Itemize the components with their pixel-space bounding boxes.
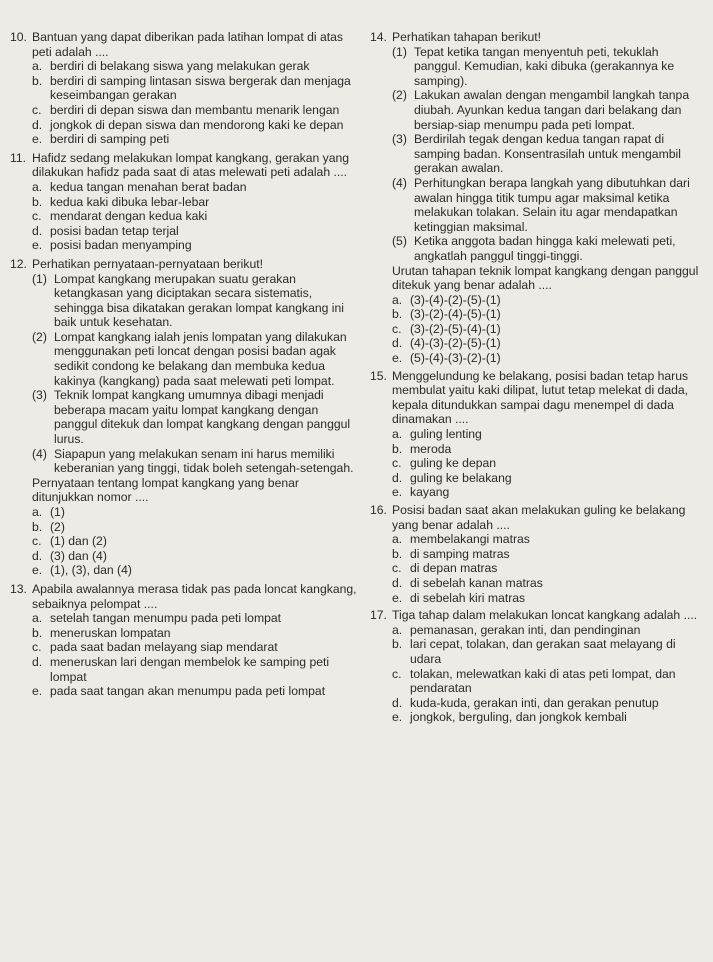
option-letter: e. [392,710,403,725]
step-item [392,176,706,234]
answer-option [392,532,706,547]
step-text: Berdirilah tegak dengan kedua tangan rapat di samping badan. Konsentrasilah untuk mengambil gerakan awalan. [414,132,681,176]
question-header [370,608,706,623]
step-text: Perhitungkan berapa langkah yang dibutuhkan dari awalan hingga titik tumpu agar maksimal ketika melakukan tolakan. Selain itu agar mendapatkan ketinggian maksimal. [414,175,690,234]
answer-options [10,59,358,147]
statement-number: (3) [32,388,47,403]
option-letter: b. [392,637,403,652]
question [370,608,706,725]
answer-option [392,427,706,442]
option-letter: a. [32,505,43,519]
option-text: (1), (3), dan (4) [50,563,132,578]
option-text: (3)-(4)-(2)-(5)-(1) [410,292,501,307]
answer-option [32,640,358,655]
question [370,30,706,366]
question-number: 11. [10,150,27,165]
answer-option [32,655,358,684]
question-header [370,503,706,532]
option-letter: e. [392,590,403,605]
answer-options [370,293,706,366]
question-header [10,30,358,59]
option-letter: c. [392,456,402,471]
question-text: Perhatikan pernyataan-pernyataan berikut! [32,256,264,271]
answer-option [392,547,706,562]
option-letter: a. [32,611,43,626]
option-letter: e. [32,238,43,253]
answer-option [392,442,706,457]
answer-option [392,293,706,308]
step-text: Lakukan awalan dengan mengambil langkah tanpa diubah. Ayunkan kedua tangan dari belakang dan bersiap-siap menumpu pada peti lompat. [414,88,690,132]
option-text: pemanasan, gerakan inti, dan pendinginan [410,622,641,637]
statement-text: Lompat kangkang merupakan suatu gerakan ketangkasan yang diciptakan secara sistematis, sehingga bisa dikatakan gerakan lompat kangkang ini baik untuk kesehatan. [54,271,344,330]
option-letter: d. [32,117,43,132]
question-text: Posisi badan saat akan melakukan guling ke belakang yang benar adalah .... [392,503,686,532]
answer-option [392,637,706,666]
right-column [370,30,706,728]
question-prompt: Urutan tahapan teknik lompat kangkang dengan panggul ditekuk yang benar adalah .... [392,263,699,293]
question-header [370,369,706,427]
question [10,30,358,147]
answer-option [392,471,706,486]
option-text: (4)-(3)-(2)-(5)-(1) [410,336,501,351]
question-text: Perhatikan tahapan berikut! [392,30,542,44]
option-text: setelah tangan menumpu pada peti lompat [50,611,282,626]
statement-number: (4) [32,446,47,461]
answer-option [32,74,358,103]
answer-option [392,696,706,711]
option-letter: a. [392,532,403,547]
answer-option [32,103,358,118]
answer-option [32,238,358,253]
option-text: jongkok, berguling, dan jongkok kembali [410,710,627,725]
option-text: (1) [50,505,65,519]
question-header [10,582,358,611]
option-letter: a. [32,59,43,74]
step-item [392,45,706,89]
statement-text: Teknik lompat kangkang umumnya dibagi menjadi beberapa macam yaitu lompat kangkang dengan panggul ditekuk dan lompat kangkang dengan panggul lurus. [54,388,351,447]
option-text: guling ke belakang [410,470,512,485]
option-letter: e. [32,684,43,699]
answer-options [370,623,706,725]
answer-option [32,534,358,549]
option-text: (2) [50,519,65,534]
option-letter: b. [32,625,43,640]
left-column [10,30,358,703]
option-text: posisi badan tetap terjal [50,223,179,238]
option-text: lari cepat, tolakan, dan gerakan saat melayang di udara [410,637,676,666]
option-letter: c. [392,561,402,576]
option-letter: b. [392,307,403,322]
step-number: (4) [392,175,407,190]
answer-option [392,623,706,638]
option-text: tolakan, melewatkan kaki di atas peti lompat, dan pendaratan [410,666,676,696]
option-letter: b. [32,519,43,534]
statement [32,330,358,388]
option-text: kedua kaki dibuka lebar-lebar [50,194,210,209]
answer-option [32,684,358,699]
option-letter: c. [392,666,402,681]
answer-option [392,485,706,500]
option-letter: e. [32,563,43,578]
answer-option [392,667,706,696]
option-text: (3)-(2)-(5)-(4)-(1) [410,321,501,336]
option-text: mendarat dengan kedua kaki [50,209,208,224]
answer-option [32,520,358,535]
option-letter: b. [392,441,403,456]
question-number: 16. [370,503,387,517]
question [10,582,358,699]
question-header [370,30,706,45]
option-letter: c. [32,209,42,224]
option-text: berdiri di samping peti [50,132,170,147]
option-text: berdiri di samping lintasan siswa bergerak dan menjaga keseimbangan gerakan [50,73,351,103]
answer-option [32,59,358,74]
statement-list [10,272,358,476]
step-number: (1) [392,44,407,59]
answer-option [32,505,358,520]
question [10,257,358,578]
option-letter: d. [32,654,43,669]
option-letter: d. [392,470,403,485]
option-letter: d. [32,223,43,238]
answer-option [32,180,358,195]
step-number: (5) [392,234,407,249]
step-item [392,234,706,263]
statement-text: Lompat kangkang ialah jenis lompatan yang dilakukan menggunakan peti loncat dengan posisi badan agak sedikit condong ke belakang dan membuka kedua kakinya (kangkang) pada saat melewati peti lompat. [54,329,347,388]
question-text: Apabila awalannya merasa tidak pas pada loncat kangkang, sebaiknya pelompat .... [32,581,357,611]
step-item [392,88,706,132]
option-text: (3) dan (4) [50,548,107,563]
answer-option [32,132,358,147]
question-text: Hafidz sedang melakukan lompat kangkang, gerakan yang dilakukan hafidz pada saat di atas melewati peti adalah .... [32,150,350,180]
answer-option [392,456,706,471]
answer-option [32,626,358,641]
answer-option [32,563,358,578]
option-letter: b. [392,546,403,561]
option-letter: c. [32,534,42,549]
step-list [370,45,706,264]
option-letter: d. [392,695,403,710]
option-text: di samping matras [410,546,510,561]
option-letter: e. [392,485,403,500]
question [10,151,358,253]
question-number: 14. [370,30,387,44]
option-text: (3)-(2)-(4)-(5)-(1) [410,307,501,322]
option-letter: c. [392,321,402,336]
answer-options [10,611,358,699]
step-item [392,132,706,176]
answer-options [10,180,358,253]
option-text: membelakangi matras [410,532,530,547]
option-text: kedua tangan menahan berat badan [50,179,247,194]
statement [32,388,358,446]
option-text: di sebelah kanan matras [410,575,543,590]
option-text: kayang [410,485,450,500]
answer-option [32,209,358,224]
step-number: (2) [392,88,407,103]
answer-option [32,611,358,626]
question-prompt: Pernyataan tentang lompat kangkang yang benar ditunjukkan nomor .... [32,475,299,505]
answer-option [32,195,358,210]
question-number: 15. [370,368,387,383]
option-letter: d. [392,336,403,351]
question-header [10,151,358,180]
option-letter: e. [392,351,403,366]
question-text: Menggelundung ke belakang, posisi badan tetap harus membulat yaitu kaki dilipat, lutut tetap melekat di dada, kepala ditundukkan sampai dagu menempel di dada dinamakan .... [392,368,689,427]
option-letter: a. [392,292,403,307]
answer-option [32,549,358,564]
answer-options [370,532,706,605]
option-letter: c. [32,102,42,117]
question-text: Tiga tahap dalam melakukan loncat kangkang adalah .... [392,608,698,623]
answer-options [370,427,706,500]
statement-number: (1) [32,271,47,286]
option-text: berdiri di belakang siswa yang melakukan gerak [50,59,310,74]
option-letter: b. [32,73,43,88]
step-number: (3) [392,132,407,147]
statement-text: Siapapun yang melakukan senam ini harus memiliki keberanian yang tinggi, tidak boleh setengah-setengah. [54,446,354,476]
answer-option [392,336,706,351]
question [370,369,706,500]
option-text: di sebelah kiri matras [410,590,526,605]
question-number: 13. [10,581,27,596]
option-letter: a. [32,179,43,194]
option-text: pada saat tangan akan menumpu pada peti lompat [50,684,326,699]
answer-option [392,307,706,322]
answer-option [32,224,358,239]
option-text: berdiri di depan siswa dan membantu menarik lengan [50,102,340,117]
answer-option [392,576,706,591]
answer-option [392,322,706,337]
answer-option [392,561,706,576]
statement [32,447,358,476]
option-text: jongkok di depan siswa dan mendorong kaki ke depan [50,117,344,132]
answer-options [10,505,358,578]
option-text: guling lenting [410,427,482,442]
option-text: pada saat badan melayang siap mendarat [50,640,278,655]
answer-option [392,591,706,606]
question-number: 12. [10,256,27,271]
option-text: meneruskan lari dengan membelok ke samping peti lompat [50,654,330,684]
statement [32,272,358,330]
option-text: meroda [410,441,452,456]
option-text: meneruskan lompatan [50,625,171,640]
step-text: Tepat ketika tangan menyentuh peti, tekuklah panggul. Kemudian, kaki dibuka (gerakannya ke samping). [414,44,675,88]
question-number: 10. [10,30,27,44]
answer-option [392,351,706,366]
question-number: 17. [370,608,387,623]
option-letter: d. [32,548,43,563]
option-letter: a. [392,427,403,442]
option-letter: e. [32,132,43,147]
option-text: di depan matras [410,561,498,576]
option-letter: c. [32,640,42,655]
option-letter: d. [392,575,403,590]
option-text: posisi badan menyamping [50,238,192,253]
option-text: (5)-(4)-(3)-(2)-(1) [410,351,501,366]
option-text: guling ke depan [410,456,497,471]
option-text: kuda-kuda, gerakan inti, dan gerakan penutup [410,695,659,710]
answer-option [392,710,706,725]
question-text: Bantuan yang dapat diberikan pada latihan lompat di atas peti adalah .... [32,30,344,59]
option-text: (1) dan (2) [50,534,107,549]
answer-option [32,118,358,133]
question-header [10,257,358,272]
question [370,503,706,605]
option-letter: b. [32,194,43,209]
option-letter: a. [392,622,403,637]
statement-number: (2) [32,329,47,344]
step-text: Ketika anggota badan hingga kaki melewati peti, angkatlah panggul tinggi-tinggi. [414,234,676,263]
